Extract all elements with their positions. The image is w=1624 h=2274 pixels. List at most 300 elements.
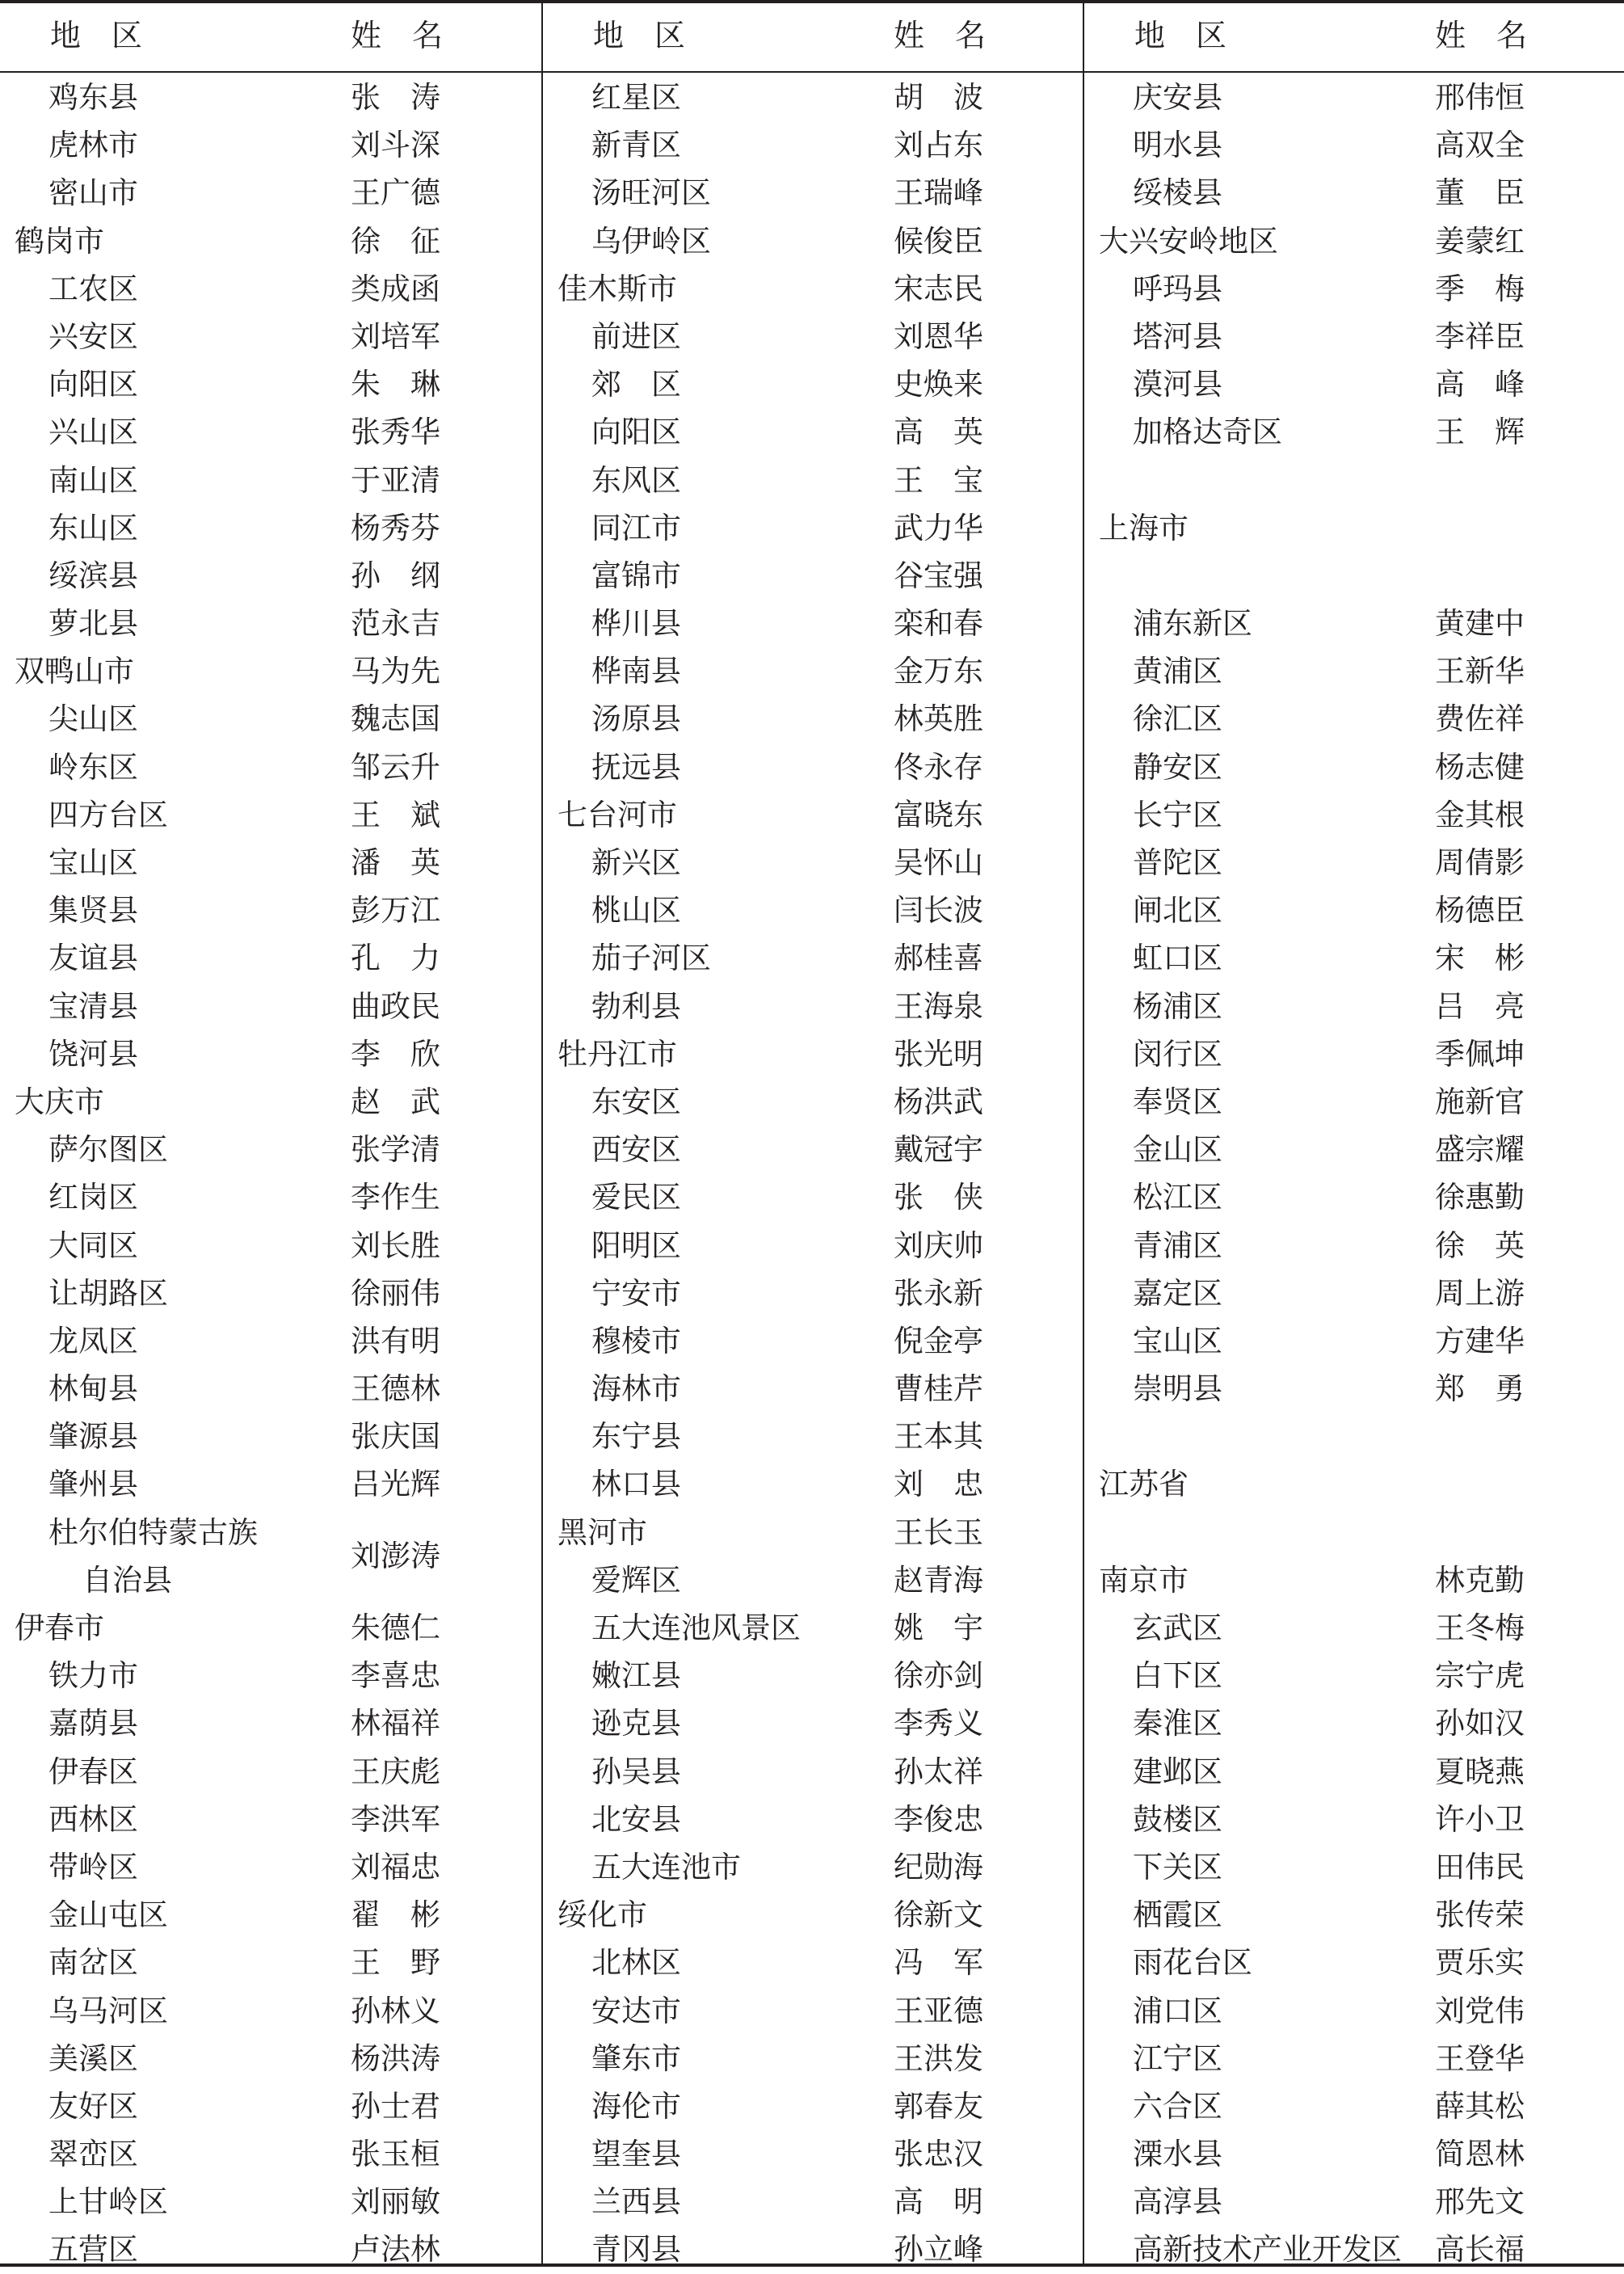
table-row xyxy=(0,1078,540,1126)
district-region: 翠峦区 xyxy=(48,2137,138,2172)
table-row xyxy=(1084,1652,1624,1699)
table-row xyxy=(0,121,540,169)
header-region-label: 地 区 xyxy=(593,18,686,53)
district-region: 伊春区 xyxy=(48,1754,138,1789)
column-header xyxy=(1084,0,1624,71)
district-region-continued: 自治县 xyxy=(82,1562,172,1598)
table-row xyxy=(1084,2035,1624,2082)
person-name: 赵青海 xyxy=(894,1562,983,1598)
person-name: 林克勤 xyxy=(1435,1562,1525,1598)
person-name: 林英胜 xyxy=(894,701,983,737)
district-region: 加格达奇区 xyxy=(1133,415,1282,450)
table-row xyxy=(543,2226,1083,2273)
person-name: 张传荣 xyxy=(1435,1897,1525,1933)
table-row xyxy=(543,743,1083,791)
table-row xyxy=(1084,74,1624,121)
table-row xyxy=(0,1317,540,1365)
table-row xyxy=(543,1460,1083,1508)
table-row xyxy=(543,1317,1083,1365)
person-name: 王 斌 xyxy=(351,797,440,832)
district-region: 青浦区 xyxy=(1133,1228,1222,1263)
person-name: 孙如汉 xyxy=(1435,1706,1525,1741)
district-region: 林甸县 xyxy=(48,1371,138,1407)
district-region: 集贤县 xyxy=(48,893,138,929)
district-region: 奉贤区 xyxy=(1133,1084,1222,1119)
table-row xyxy=(1084,1891,1624,1939)
table-row xyxy=(0,1413,540,1460)
person-name: 王德林 xyxy=(351,1371,440,1407)
person-name: 宗宁虎 xyxy=(1435,1658,1525,1694)
district-region: 南山区 xyxy=(48,462,138,498)
district-region: 红岗区 xyxy=(48,1180,138,1215)
table-row xyxy=(543,1652,1083,1699)
table-rows xyxy=(1084,74,1624,2274)
person-name: 张学清 xyxy=(351,1132,440,1168)
table-row xyxy=(543,1556,1083,1604)
person-name: 戴冠宇 xyxy=(894,1132,983,1168)
district-region: 呼玛县 xyxy=(1133,271,1222,306)
person-name: 刘庆帅 xyxy=(894,1228,983,1263)
district-region: 徐汇区 xyxy=(1133,701,1222,737)
district-region: 桦川县 xyxy=(591,606,681,642)
district-region: 东风区 xyxy=(591,462,681,498)
table-row xyxy=(0,647,540,695)
person-name: 郭春友 xyxy=(894,2088,983,2124)
district-region: 萝北县 xyxy=(48,606,138,642)
table-row xyxy=(1084,791,1624,839)
district-region: 乌伊岭区 xyxy=(591,223,711,259)
district-region: 抚远县 xyxy=(591,749,681,785)
person-name: 孙林义 xyxy=(351,1993,440,2028)
table-row xyxy=(1084,408,1624,456)
table-row xyxy=(1084,1796,1624,1843)
person-name: 贾乐实 xyxy=(1435,1945,1525,1981)
table-row xyxy=(1084,1317,1624,1365)
district-region: 杨浦区 xyxy=(1133,988,1222,1024)
district-region: 爱辉区 xyxy=(591,1562,681,1598)
person-name: 宋 彬 xyxy=(1435,941,1525,976)
table-row xyxy=(543,934,1083,982)
district-region: 高淳县 xyxy=(1133,2184,1222,2220)
district-region: 宝山区 xyxy=(48,845,138,880)
person-name: 高 明 xyxy=(894,2184,983,2220)
district-region: 秦淮区 xyxy=(1133,1706,1222,1741)
person-name: 季佩坤 xyxy=(1435,1036,1525,1072)
table-row xyxy=(1084,2082,1624,2130)
table-row xyxy=(543,1748,1083,1796)
person-name: 简恩林 xyxy=(1435,2137,1525,2172)
person-name: 徐惠勤 xyxy=(1435,1180,1525,1215)
header-region-label: 地 区 xyxy=(50,18,143,53)
table-row xyxy=(1084,1173,1624,1221)
person-name: 林福祥 xyxy=(351,1706,440,1741)
district-region: 松江区 xyxy=(1133,1180,1222,1215)
person-name: 闫长波 xyxy=(894,893,983,929)
person-name: 姚 宇 xyxy=(894,1611,983,1645)
table-row xyxy=(0,1843,540,1891)
district-region: 青冈县 xyxy=(591,2232,681,2268)
table-row xyxy=(0,1365,540,1413)
person-name: 纪勋海 xyxy=(894,1849,983,1884)
table-row xyxy=(0,1460,540,1508)
district-region: 岭东区 xyxy=(48,749,138,785)
person-name: 李祥臣 xyxy=(1435,318,1525,354)
district-region: 绥滨县 xyxy=(48,558,138,593)
district-region: 虎林市 xyxy=(48,128,138,163)
spacer-row xyxy=(1084,1413,1624,1460)
column-header xyxy=(0,0,540,71)
person-name: 马为先 xyxy=(351,654,440,689)
district-region: 溧水县 xyxy=(1133,2137,1222,2172)
district-region: 西安区 xyxy=(591,1132,681,1168)
district-region: 安达市 xyxy=(591,1993,681,2028)
district-region: 西林区 xyxy=(48,1801,138,1837)
person-name: 于亚清 xyxy=(351,462,440,498)
table-row xyxy=(1084,1604,1624,1652)
table-row xyxy=(0,217,540,265)
district-region: 汤旺河区 xyxy=(591,175,711,211)
table-row xyxy=(1084,839,1624,886)
person-name: 佟永存 xyxy=(894,749,983,785)
table-row xyxy=(543,1126,1083,1173)
person-name: 王庆彪 xyxy=(351,1754,440,1789)
district-region: 庆安县 xyxy=(1133,80,1222,115)
person-name: 宋志民 xyxy=(894,271,983,306)
table-row xyxy=(1084,121,1624,169)
district-region: 下关区 xyxy=(1133,1849,1222,1884)
district-region: 逊克县 xyxy=(591,1706,681,1741)
district-region: 海伦市 xyxy=(591,2088,681,2124)
district-region: 南岔区 xyxy=(48,1945,138,1981)
table-row xyxy=(1084,265,1624,313)
table-row xyxy=(1084,360,1624,408)
section-heading: 江苏省 xyxy=(1099,1467,1189,1502)
table-row xyxy=(543,1843,1083,1891)
district-region: 宝清县 xyxy=(48,988,138,1024)
city-region: 七台河市 xyxy=(557,797,677,832)
person-name: 张庆国 xyxy=(351,1419,440,1455)
city-region: 伊春市 xyxy=(15,1611,104,1646)
table-row xyxy=(0,1509,540,1604)
person-name: 武力华 xyxy=(894,510,983,545)
person-name: 杨志健 xyxy=(1435,749,1525,785)
table-row xyxy=(1084,1126,1624,1173)
person-name: 刘培军 xyxy=(351,318,440,354)
person-name: 张忠汉 xyxy=(894,2137,983,2172)
district-region: 北林区 xyxy=(591,1945,681,1981)
table-row xyxy=(543,886,1083,934)
person-name: 范永吉 xyxy=(351,606,440,642)
table-row xyxy=(0,457,540,504)
district-region: 兴山区 xyxy=(48,415,138,450)
district-region: 长宁区 xyxy=(1133,797,1222,832)
table-row xyxy=(543,265,1083,313)
district-region: 上甘岭区 xyxy=(48,2184,168,2220)
city-region: 黑河市 xyxy=(557,1514,647,1550)
district-region: 崇明县 xyxy=(1133,1371,1222,1407)
person-name: 彭万江 xyxy=(351,893,440,929)
city-region: 双鸭山市 xyxy=(15,654,134,689)
table-row xyxy=(1084,743,1624,791)
table-row xyxy=(543,457,1083,504)
person-name: 朱 琳 xyxy=(351,367,440,402)
person-name: 吕光辉 xyxy=(351,1467,440,1502)
district-region: 江宁区 xyxy=(1133,2040,1222,2076)
table-row xyxy=(0,2035,540,2082)
person-name: 李作生 xyxy=(351,1180,440,1215)
table-row xyxy=(1084,1843,1624,1891)
table-row xyxy=(543,1939,1083,1986)
district-region: 鼓楼区 xyxy=(1133,1801,1222,1837)
header-region-label: 地 区 xyxy=(1134,18,1227,53)
district-region: 饶河县 xyxy=(48,1036,138,1072)
person-name: 富晓东 xyxy=(894,797,983,832)
district-region: 高新技术产业开发区 xyxy=(1133,2232,1402,2268)
district-region: 新青区 xyxy=(591,128,681,163)
table-row xyxy=(0,2178,540,2226)
spacer-row xyxy=(1084,457,1624,504)
district-region: 绥棱县 xyxy=(1133,175,1222,211)
person-name: 谷宝强 xyxy=(894,558,983,593)
table-row xyxy=(0,2226,540,2273)
district-region: 四方台区 xyxy=(48,797,168,832)
city-region: 大兴安岭地区 xyxy=(1099,223,1278,259)
city-region: 绥化市 xyxy=(557,1897,647,1933)
person-name: 徐 英 xyxy=(1435,1228,1525,1263)
table-row xyxy=(1084,1030,1624,1078)
district-region: 带岭区 xyxy=(48,1849,138,1884)
district-region: 林口县 xyxy=(591,1467,681,1502)
district-region: 红星区 xyxy=(591,80,681,115)
table-row xyxy=(1084,2178,1624,2226)
district-region: 工农区 xyxy=(48,271,138,306)
section-heading: 上海市 xyxy=(1099,510,1189,545)
table-row xyxy=(543,74,1083,121)
person-name: 徐亦剑 xyxy=(894,1658,983,1694)
district-region: 龙凤区 xyxy=(48,1323,138,1358)
city-region: 鹤岗市 xyxy=(15,223,104,259)
table-row xyxy=(543,1891,1083,1939)
table-row xyxy=(1084,217,1624,265)
district-region: 普陀区 xyxy=(1133,845,1222,880)
district-region: 雨花台区 xyxy=(1133,1945,1252,1981)
person-name: 孙士君 xyxy=(351,2088,440,2124)
person-name: 高 峰 xyxy=(1435,367,1525,402)
section-heading-row xyxy=(1084,504,1624,552)
table-row xyxy=(543,217,1083,265)
district-region: 东山区 xyxy=(48,510,138,545)
table-row xyxy=(543,1413,1083,1460)
city-region: 南京市 xyxy=(1099,1562,1189,1598)
table-row xyxy=(0,552,540,600)
district-region: 东安区 xyxy=(591,1084,681,1119)
table-row xyxy=(543,313,1083,360)
table-row xyxy=(1084,695,1624,743)
person-name: 王冬梅 xyxy=(1435,1611,1525,1645)
district-region: 六合区 xyxy=(1133,2088,1222,2124)
table-row xyxy=(543,1222,1083,1270)
person-name: 张 侠 xyxy=(894,1180,983,1215)
person-name: 潘 英 xyxy=(351,845,440,880)
district-region: 金山区 xyxy=(1133,1132,1222,1168)
table-row xyxy=(0,791,540,839)
district-region: 铁力市 xyxy=(48,1658,138,1694)
table-row xyxy=(1084,1365,1624,1413)
table-row xyxy=(0,2130,540,2178)
person-name: 徐 征 xyxy=(351,223,440,259)
person-name: 张玉桓 xyxy=(351,2137,440,2172)
person-name: 冯 军 xyxy=(894,1945,983,1981)
district-region: 桃山区 xyxy=(591,893,681,929)
district-region: 乌马河区 xyxy=(48,1993,168,2028)
table-row xyxy=(1084,313,1624,360)
district-region: 汤原县 xyxy=(591,701,681,737)
person-name: 王本其 xyxy=(894,1419,983,1455)
person-name: 季 梅 xyxy=(1435,271,1525,306)
table-row xyxy=(0,743,540,791)
table-row xyxy=(0,1126,540,1173)
person-name: 李洪军 xyxy=(351,1801,440,1837)
district-region: 嘉荫县 xyxy=(48,1706,138,1741)
district-region: 肇东市 xyxy=(591,2040,681,2076)
district-region: 穆棱市 xyxy=(591,1323,681,1358)
district-region: 鸡东县 xyxy=(48,80,138,115)
district-region: 阳明区 xyxy=(591,1228,681,1263)
person-name: 卢法林 xyxy=(351,2232,440,2268)
district-region: 新兴区 xyxy=(591,845,681,880)
district-region: 虹口区 xyxy=(1133,941,1222,976)
person-name: 李喜忠 xyxy=(351,1658,440,1694)
table-row xyxy=(543,983,1083,1030)
district-region: 兰西县 xyxy=(591,2184,681,2220)
table-row xyxy=(0,1748,540,1796)
person-name: 张秀华 xyxy=(351,415,440,450)
person-name: 邹云升 xyxy=(351,749,440,785)
table-row xyxy=(543,1604,1083,1652)
person-name: 赵 武 xyxy=(351,1084,440,1119)
table-row xyxy=(1084,1939,1624,1986)
table-row xyxy=(543,1699,1083,1747)
district-region: 向阳区 xyxy=(48,367,138,402)
table-row xyxy=(0,886,540,934)
person-name: 徐丽伟 xyxy=(351,1275,440,1311)
spacer-row xyxy=(1084,552,1624,600)
table-row xyxy=(1084,2130,1624,2178)
table-row xyxy=(0,839,540,886)
district-region: 同江市 xyxy=(591,510,681,545)
person-name: 杨德臣 xyxy=(1435,893,1525,929)
district-region: 五营区 xyxy=(48,2232,138,2268)
district-region: 前进区 xyxy=(591,318,681,354)
district-region: 五大连池风景区 xyxy=(591,1611,801,1645)
table-row xyxy=(0,1030,540,1078)
table-column xyxy=(1084,0,1624,2267)
person-name: 方建华 xyxy=(1435,1323,1525,1358)
table-row xyxy=(0,1173,540,1221)
table-row xyxy=(1084,647,1624,695)
table-row xyxy=(0,1987,540,2035)
city-region: 牡丹江市 xyxy=(557,1036,677,1072)
table-row xyxy=(0,934,540,982)
person-name: 王洪发 xyxy=(894,2040,983,2076)
person-name: 张永新 xyxy=(894,1275,983,1311)
table-row xyxy=(1084,1078,1624,1126)
person-name: 姜蒙红 xyxy=(1435,223,1525,259)
person-name: 高双全 xyxy=(1435,128,1525,163)
district-region: 勃利县 xyxy=(591,988,681,1024)
person-name: 孔 力 xyxy=(351,941,440,976)
person-name: 胡 波 xyxy=(894,80,983,115)
person-name: 邢伟恒 xyxy=(1435,80,1525,115)
person-name: 郝桂喜 xyxy=(894,941,983,976)
district-region: 郊 区 xyxy=(591,367,681,402)
district-region: 友好区 xyxy=(48,2088,138,2124)
district-region: 友谊县 xyxy=(48,941,138,976)
table-row xyxy=(543,839,1083,886)
district-region: 建邺区 xyxy=(1133,1754,1222,1789)
district-region: 爱民区 xyxy=(591,1180,681,1215)
table-row xyxy=(1084,1222,1624,1270)
person-name: 刘丽敏 xyxy=(351,2184,440,2220)
district-region: 宁安市 xyxy=(591,1275,681,1311)
person-name: 刘澎涛 xyxy=(351,1538,440,1573)
person-name: 王广德 xyxy=(351,175,440,211)
person-name: 刘恩华 xyxy=(894,318,983,354)
district-region: 塔河县 xyxy=(1133,318,1222,354)
table-row xyxy=(0,600,540,647)
table-row xyxy=(1084,1556,1624,1604)
table-row xyxy=(1084,2226,1624,2273)
table-row xyxy=(0,313,540,360)
person-name: 孙 纲 xyxy=(351,558,440,593)
person-name: 李 欣 xyxy=(351,1036,440,1072)
table-row xyxy=(0,983,540,1030)
district-region: 肇州县 xyxy=(48,1467,138,1502)
person-name: 张 涛 xyxy=(351,80,440,115)
person-name: 曹桂芹 xyxy=(894,1371,983,1407)
person-name: 洪有明 xyxy=(351,1323,440,1358)
table-row xyxy=(543,647,1083,695)
district-region: 兴安区 xyxy=(48,318,138,354)
person-name: 金万东 xyxy=(894,654,983,689)
header-name-label: 姓 名 xyxy=(894,18,987,53)
table-row xyxy=(543,1796,1083,1843)
person-name: 史焕来 xyxy=(894,367,983,402)
person-name: 刘占东 xyxy=(894,128,983,163)
person-name: 黄建中 xyxy=(1435,606,1525,642)
person-name: 王 辉 xyxy=(1435,415,1525,450)
table-row xyxy=(0,1796,540,1843)
table-row xyxy=(543,552,1083,600)
person-name: 孙立峰 xyxy=(894,2232,983,2268)
table-row xyxy=(543,1365,1083,1413)
district-region: 浦东新区 xyxy=(1133,606,1252,642)
table-row xyxy=(1084,983,1624,1030)
person-name: 翟 彬 xyxy=(351,1897,440,1933)
table-row xyxy=(543,791,1083,839)
header-name-label: 姓 名 xyxy=(1435,18,1528,53)
person-name: 王瑞峰 xyxy=(894,175,983,211)
table-row xyxy=(543,1987,1083,2035)
district-region: 玄武区 xyxy=(1133,1611,1222,1645)
district-region: 美溪区 xyxy=(48,2040,138,2076)
district-region: 尖山区 xyxy=(48,701,138,737)
person-name: 魏志国 xyxy=(351,701,440,737)
table-row xyxy=(0,1604,540,1652)
table-row xyxy=(1084,934,1624,982)
person-name: 刘长胜 xyxy=(351,1228,440,1263)
district-region: 嫩江县 xyxy=(591,1658,681,1694)
